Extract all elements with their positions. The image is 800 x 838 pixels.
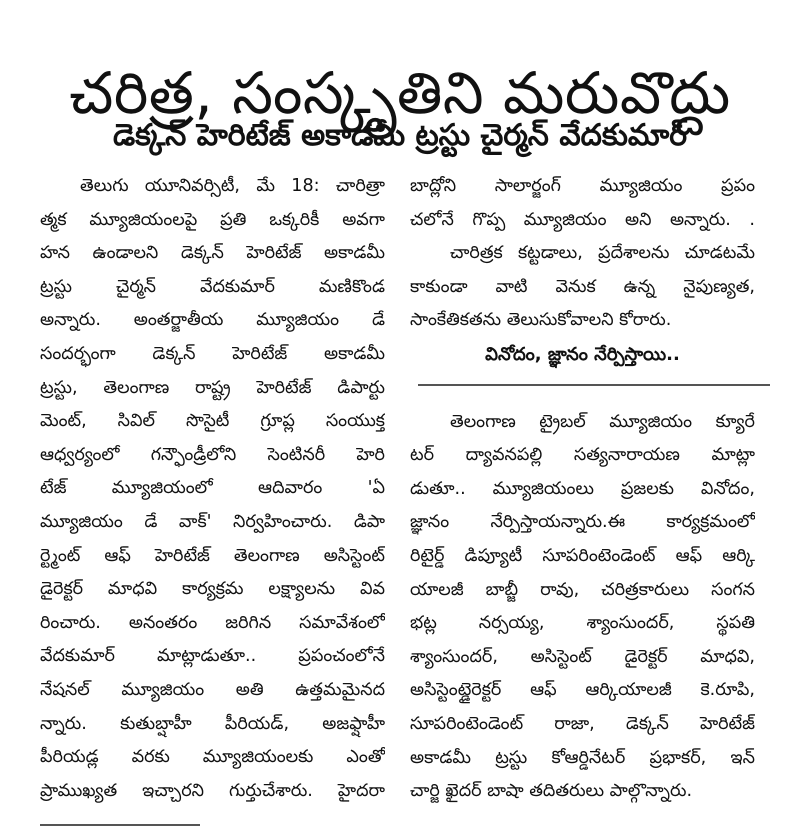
- text-line: తెలుగు యూనివర్సిటీ, మే 18: చారిత్రా: [80, 176, 385, 196]
- text-line: త్మక మ్యూజియంలపై ప్రతి ఒక్కరికీ అవగా: [40, 209, 385, 230]
- text-line: తెలంగాణ ట్రైబల్ మ్యూజియం క్యూరే: [450, 411, 755, 432]
- text-line: అసిస్టెంట్డైరెక్టర్ ఆఫ్ ఆర్కియాలజీ కె.రూపి,: [410, 680, 755, 701]
- text-line: వేదకుమార్ మాట్లాడుతూ.. ప్రపంచంలోనే: [40, 646, 385, 667]
- text-line: అన్నారు. అంతర్జాతీయ మ్యూజియం డే: [40, 310, 385, 331]
- right-column: [410, 170, 755, 809]
- text-line: టర్ ద్యావనపల్లి సత్యనారాయణ మాట్లా: [410, 445, 755, 466]
- section-divider: [418, 384, 770, 386]
- section-subheading: వినోదం, జ్ఞానం నేర్పిస్తాయి..: [485, 343, 680, 365]
- text-line: చలోనే గొప్ప మ్యూజియం అని అన్నారు. .: [410, 209, 755, 230]
- text-line: న్నారు. కుతుబ్షాహీ పీరియడ్, అజఫ్షాహీ: [40, 713, 385, 734]
- text-line: జ్ఞానం నేర్పిస్తాయన్నారు.ఈ కార్యక్రమంలో: [410, 512, 755, 533]
- left-column: [40, 170, 385, 808]
- bottom-divider: [40, 824, 200, 826]
- text-line: కాకుండా వాటి వెనుక ఉన్న నైపుణ్యత,: [410, 276, 755, 297]
- text-line: యాలజీ బాబ్జీ రావు, చరిత్రకారులు సంగన: [410, 579, 755, 600]
- section-spacer: [410, 372, 755, 406]
- text-line: ట్రస్టు, తెలంగాణ రాష్ట్ర హెరిటేజ్ డిపార్టు: [40, 377, 385, 398]
- text-line: శ్యాంసుందర్, అసిస్టెంట్ డైరెక్టర్ మాధవి,: [410, 646, 755, 667]
- text-line: పీరియడ్ల వరకు మ్యూజియంలకు ఎంతో: [40, 747, 385, 768]
- article-subheadline: డెక్కన్ హెరిటేజ్ అకాడమీ ట్రస్టు చైర్మన్ వేదకుమార్: [112, 118, 688, 153]
- text-line: రిటైర్డ్ డిప్యూటీ సూపరింటెండెంట్ ఆఫ్ ఆర్కి: [410, 545, 755, 566]
- text-line: టేజ్ మ్యూజియంలో ఆదివారం 'ఏ: [40, 478, 385, 499]
- article-headline: చరిత్ర, సంస్కృతిని మరువొద్దు: [69, 58, 731, 127]
- text-line: డుతూ.. మ్యూజియంలు ప్రజలకు వినోదం,: [410, 478, 755, 499]
- text-line: మెంట్, సివిల్ సొసైటీ గ్రూప్ల సంయుక్త: [40, 411, 385, 432]
- text-line: సందర్భంగా డెక్కన్ హెరిటేజ్ అకాడమీ: [40, 343, 385, 364]
- text-line: మ్యూజియం డే వాక్' నిర్వహించారు. డిపా: [40, 511, 385, 532]
- text-line: నేషనల్ మ్యూజియం అతి ఉత్తమమైనద: [40, 679, 385, 700]
- text-line: రించారు. అనంతరం జరిగిన సమావేశంలో: [40, 612, 385, 633]
- text-line: చార్జి ఖైదర్ బాషా తదితరులు పాల్గొన్నారు.: [410, 781, 693, 802]
- text-line: చారిత్రక కట్టడాలు, ప్రదేశాలను చూడటమే: [450, 243, 755, 264]
- text-line: సూపరింటెండెంట్ రాజా, డెక్కన్ హెరిటేజ్: [410, 713, 755, 734]
- text-line: భట్ల నర్సయ్య, శ్యాంసుందర్, స్థపతి: [410, 613, 755, 634]
- text-line: ప్రాముఖ్యత ఇచ్చారని గుర్తుచేశారు. హైదరా: [40, 780, 385, 801]
- text-line: ఆధ్వర్యంలో గన్ఫౌండ్రీలోని సెంటినరీ హెరి: [40, 444, 385, 465]
- text-line: డైరెక్టర్ మాధవి కార్యక్రమ లక్ష్యాలను వివ: [40, 579, 385, 600]
- text-line: బాద్లోని సాలార్జంగ్ మ్యూజియం ప్రపం: [410, 176, 755, 196]
- text-line: సాంకేతికతను తెలుసుకోవాలని కోరారు.: [410, 310, 672, 331]
- text-line: హన ఉండాలని డెక్కన్ హెరిటేజ్ అకాడమీ: [40, 243, 385, 264]
- text-line: అకాడమీ ట్రస్టు కోఆర్డినేటర్ ప్రభాకర్, ఇన్: [410, 747, 755, 768]
- text-line: ట్రస్టు చైర్మన్ వేదకుమార్ మణికొండ: [40, 276, 385, 297]
- text-line: ర్ట్మెంట్ ఆఫ్ హెరిటేజ్ తెలంగాణ అసిస్టెంట్: [40, 545, 385, 566]
